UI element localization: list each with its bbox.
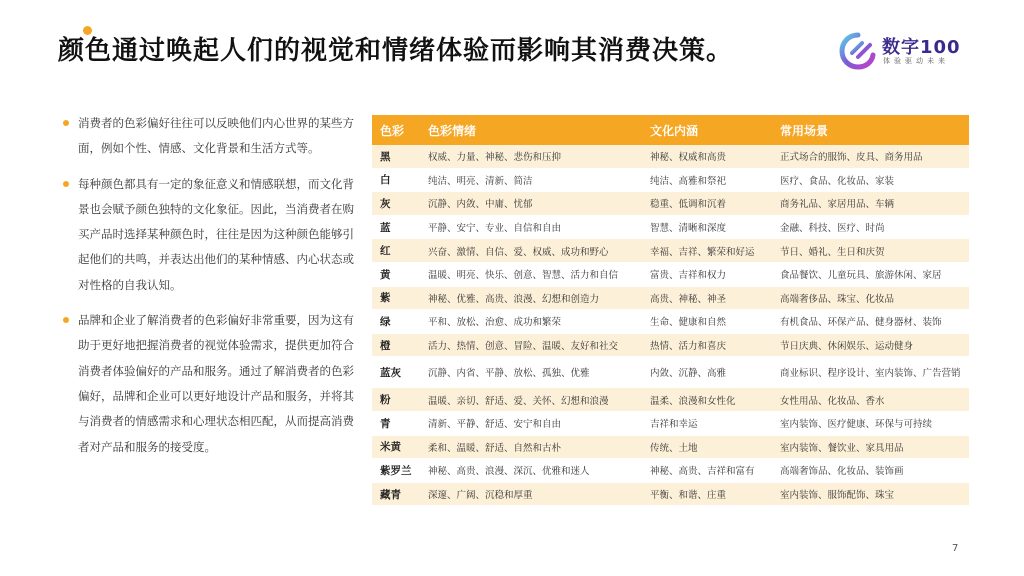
cell-culture: 幸福、吉祥、繁荣和好运 — [642, 239, 772, 263]
logo-tagline: 体验驱动未来 — [883, 57, 949, 65]
cell-culture: 稳重、低调和沉着 — [642, 192, 772, 216]
table-row — [372, 286, 969, 310]
cell-color: 蓝 — [372, 215, 420, 239]
bullet-list — [62, 111, 354, 460]
cell-emotion: 温暖、明亮、快乐、创意、智慧、活力和自信 — [420, 262, 642, 286]
cell-color: 红 — [372, 239, 420, 263]
cell-scenario: 室内装饰、医疗健康、环保与可持续 — [772, 411, 969, 435]
cell-emotion: 柔和、温暖、舒适、自然和古朴 — [420, 435, 642, 459]
cell-scenario: 金融、科技、医疗、时尚 — [772, 215, 969, 239]
bullet-dot — [63, 317, 69, 323]
cell-emotion: 沉静、内省、平静、放松、孤独、优雅 — [420, 357, 642, 388]
table-row — [372, 411, 969, 435]
cell-scenario: 节日、婚礼、生日和庆贺 — [772, 239, 969, 263]
table-row — [372, 262, 969, 286]
cell-color: 橙 — [372, 333, 420, 357]
cell-color: 粉 — [372, 388, 420, 412]
cell-scenario: 食品餐饮、儿童玩具、旅游休闲、家居 — [772, 262, 969, 286]
bullet-text: 消费者的色彩偏好往往可以反映他们内心世界的某些方面，例如个性、情感、文化背景和生活方式等。 — [78, 116, 354, 156]
table-row — [372, 192, 969, 216]
cell-culture: 智慧、清晰和深度 — [642, 215, 772, 239]
table-header-row — [372, 115, 969, 145]
cell-color: 黑 — [372, 145, 420, 168]
header-emotion: 色彩情绪 — [420, 115, 642, 145]
cell-culture: 神秘、高贵、吉祥和富有 — [642, 459, 772, 483]
table — [372, 115, 969, 506]
cell-culture: 温柔、浪漫和女性化 — [642, 388, 772, 412]
cell-emotion: 神秘、高贵、浪漫、深沉、优雅和迷人 — [420, 459, 642, 483]
cell-scenario: 有机食品、环保产品、健身器材、装饰 — [772, 310, 969, 334]
bullet-item — [62, 111, 354, 162]
cell-color: 米黄 — [372, 435, 420, 459]
table-row — [372, 239, 969, 263]
cell-color: 灰 — [372, 192, 420, 216]
cell-scenario: 医疗、食品、化妆品、家装 — [772, 168, 969, 192]
cell-scenario: 高端奢侈品、珠宝、化妆品 — [772, 286, 969, 310]
bullet-text: 每种颜色都具有一定的象征意义和情感联想，而文化背景也会赋予颜色独特的文化象征。因此，当消费者在购买产品时选择某种颜色时，往往是因为这种颜色能够引起他们的共鸣，并表达出他们的某种情感、内心状态或对性格的自我认知。 — [78, 176, 354, 292]
table-row — [372, 388, 969, 412]
page-number: 7 — [952, 543, 959, 554]
header-color: 色彩 — [372, 115, 420, 145]
logo-name: 数字100 — [882, 37, 961, 58]
table-row — [372, 482, 969, 506]
cell-scenario: 节日庆典、休闲娱乐、运动健身 — [772, 333, 969, 357]
table-row — [372, 145, 969, 168]
table-row — [372, 215, 969, 239]
brand-logo — [838, 31, 978, 71]
cell-culture: 吉祥和幸运 — [642, 411, 772, 435]
cell-color: 藏青 — [372, 482, 420, 506]
cell-emotion: 活力、热情、创意、冒险、温暖、友好和社交 — [420, 333, 642, 357]
cell-emotion: 平和、放松、治愈、成功和繁荣 — [420, 310, 642, 334]
cell-culture: 平衡、和谐、庄重 — [642, 482, 772, 506]
cell-emotion: 平静、安宁、专业、自信和自由 — [420, 215, 642, 239]
table-row — [372, 357, 969, 388]
cell-color: 绿 — [372, 310, 420, 334]
cell-scenario: 商务礼品、家居用品、车辆 — [772, 192, 969, 216]
cell-color: 紫 — [372, 286, 420, 310]
cell-color: 蓝灰 — [372, 357, 420, 388]
cell-culture: 传统、土地 — [642, 435, 772, 459]
table-body — [372, 145, 969, 506]
bullet-item — [62, 172, 354, 298]
table-row — [372, 310, 969, 334]
bullet-item — [62, 308, 354, 460]
cell-culture: 纯洁、高雅和祭祀 — [642, 168, 772, 192]
cell-culture: 高贵、神秘、神圣 — [642, 286, 772, 310]
cell-emotion: 清新、平静、舒适、安宁和自由 — [420, 411, 642, 435]
cell-emotion: 权威、力量、神秘、悲伤和压抑 — [420, 145, 642, 168]
cell-scenario: 女性用品、化妆品、香水 — [772, 388, 969, 412]
cell-color: 青 — [372, 411, 420, 435]
color-meaning-table — [372, 115, 969, 506]
table-row — [372, 435, 969, 459]
cell-emotion: 神秘、优雅、高贵、浪漫、幻想和创造力 — [420, 286, 642, 310]
cell-scenario: 正式场合的服饰、皮具、商务用品 — [772, 145, 969, 168]
cell-scenario: 商业标识、程序设计、室内装饰、广告营销 — [772, 357, 969, 388]
logo-icon — [838, 31, 878, 71]
table-row — [372, 168, 969, 192]
table-row — [372, 333, 969, 357]
cell-emotion: 纯洁、明亮、清新、简洁 — [420, 168, 642, 192]
cell-emotion: 深邃、广阔、沉稳和厚重 — [420, 482, 642, 506]
header-scenario: 常用场景 — [772, 115, 969, 145]
cell-culture: 神秘、权威和高贵 — [642, 145, 772, 168]
cell-emotion: 沉静、内敛、中庸、忧郁 — [420, 192, 642, 216]
bullet-text: 品牌和企业了解消费者的色彩偏好非常重要，因为这有助于更好地把握消费者的视觉体验需求，提供更加符合消费者体验偏好的产品和服务。通过了解消费者的色彩偏好，品牌和企业可以更好地设计产品和服务，并将其与消费者的情感需求和心理状态相匹配，从而提高消费者对产品和服务的接受度。 — [78, 313, 354, 454]
cell-culture: 生命、健康和自然 — [642, 310, 772, 334]
cell-color: 白 — [372, 168, 420, 192]
cell-color: 紫罗兰 — [372, 459, 420, 483]
cell-emotion: 温暖、亲切、舒适、爱、关怀、幻想和浪漫 — [420, 388, 642, 412]
page-title: 颜色通过唤起人们的视觉和情绪体验而影响其消费决策。 — [58, 36, 734, 66]
cell-scenario: 高端奢饰品、化妆品、装饰画 — [772, 459, 969, 483]
cell-emotion: 兴奋、激情、自信、爱、权威、成功和野心 — [420, 239, 642, 263]
table-row — [372, 459, 969, 483]
cell-color: 黄 — [372, 262, 420, 286]
cell-scenario: 室内装饰、餐饮业、家具用品 — [772, 435, 969, 459]
cell-scenario: 室内装饰、服饰配饰、珠宝 — [772, 482, 969, 506]
cell-culture: 富贵、吉祥和权力 — [642, 262, 772, 286]
header-culture: 文化内涵 — [642, 115, 772, 145]
cell-culture: 内敛、沉静、高雅 — [642, 357, 772, 388]
bullet-dot — [63, 181, 69, 187]
cell-culture: 热情、活力和喜庆 — [642, 333, 772, 357]
bullet-dot — [63, 120, 69, 126]
